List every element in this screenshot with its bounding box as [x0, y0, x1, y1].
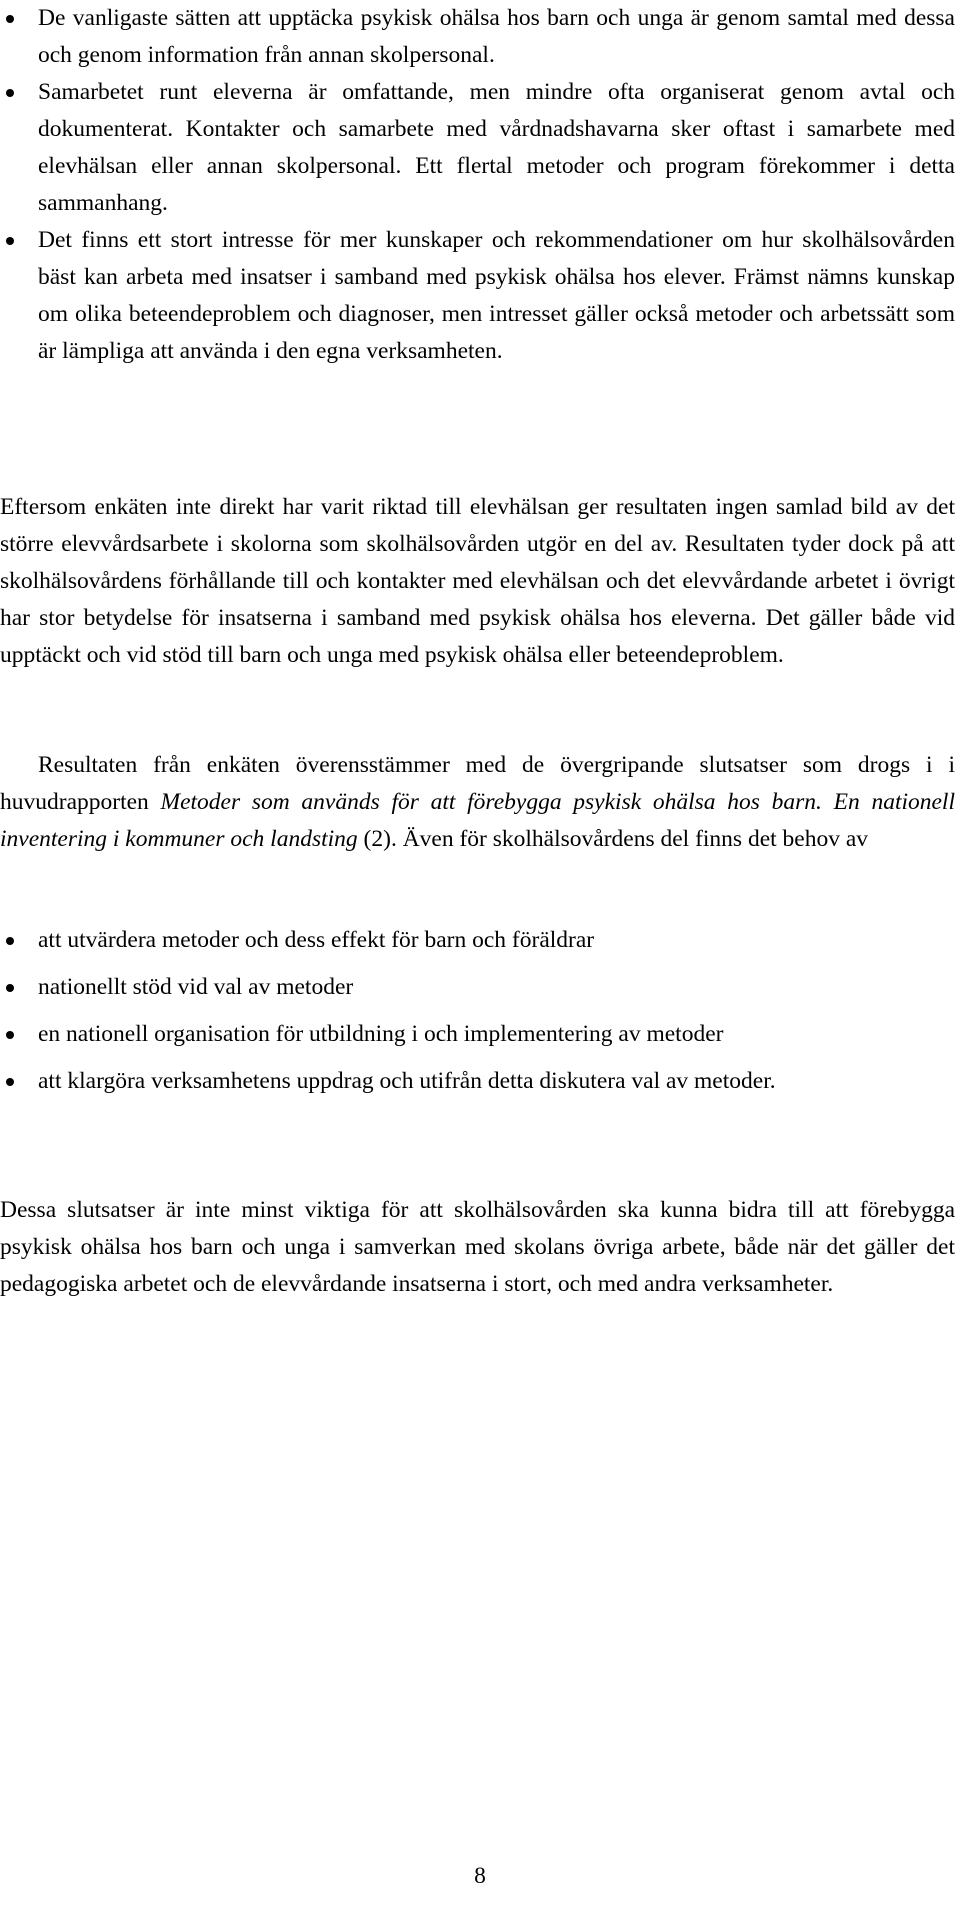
needs-bullet-list — [0, 922, 955, 1100]
bullet-item — [0, 1016, 955, 1053]
bullet-item — [0, 922, 955, 959]
bullet-text: Samarbetet runt eleverna är omfattande, men mindre ofta organiserat genom avtal och dokumenterat. Kontakter och samarbete med vårdnadshavarna sker oftast i samarbete med elevhälsan eller annan skolpersonal. Ett flertal metoder och program förekommer i detta sammanhang. — [38, 79, 955, 216]
body-paragraph — [0, 747, 955, 858]
bullet-icon — [6, 1031, 14, 1039]
paragraph-text: Resultaten från enkäten överensstämmer med de övergripande slutsatser som drogs i i huvudrapporten — [0, 752, 955, 815]
bullet-icon — [6, 15, 14, 23]
body-paragraph: Eftersom enkäten inte direkt har varit riktad till elevhälsan ger resultaten ingen samlad bild av det större elevvårdsarbete i skolorna som skolhälsovården utgör en del av. Resultaten tyder dock på att skolhälsovårdens förhållande till och kontakter med elevhälsan och det elevvårdande arbetet i övrigt har stor betydelse för insatserna i samband med psykisk ohälsa hos eleverna. Det gäller både vid upptäckt och vid stöd till barn och unga med psykisk ohälsa eller beteendeproblem. — [0, 494, 955, 668]
bullet-item — [0, 1063, 955, 1100]
bullet-text: nationellt stöd vid val av metoder — [38, 974, 354, 1000]
bullet-item — [0, 969, 955, 1006]
page-number: 8 — [474, 1863, 486, 1889]
paragraph-text: (2). Även för skolhälsovårdens del finns det behov av — [357, 826, 869, 852]
bullet-text: De vanligaste sätten att upptäcka psykisk ohälsa hos barn och unga är genom samtal med dessa och genom information från annan skolpersonal. — [38, 5, 955, 68]
bullet-icon — [6, 89, 14, 97]
bullet-text: Det finns ett stort intresse för mer kunskaper och rekommendationer om hur skolhälsovården bäst kan arbeta med insatser i samband med psykisk ohälsa hos elever. Främst nämns kunskap om olika beteendeproblem och diagnoser, men intresset gäller också metoder och arbetssätt som är lämpliga att använda i den egna verksamheten. — [38, 227, 955, 364]
bullet-icon — [6, 237, 14, 245]
bullet-text: en nationell organisation för utbildning i och implementering av metoder — [38, 1021, 724, 1047]
bullet-text: att utvärdera metoder och dess effekt för barn och föräldrar — [38, 927, 595, 953]
bullet-icon — [6, 1078, 14, 1086]
bullet-item — [0, 74, 955, 222]
bullet-item — [0, 222, 955, 370]
body-paragraph: Dessa slutsatser är inte minst viktiga för att skolhälsovården ska kunna bidra till att förebygga psykisk ohälsa hos barn och unga i samverkan med skolans övriga arbete, både när det gäller det pedagogiska arbetet och de elevvårdande insatserna i stort, och med andra verksamheter. — [0, 1197, 955, 1297]
bullet-icon — [6, 984, 14, 992]
findings-bullet-list — [0, 0, 955, 370]
report-title: Metoder som används för att förebygga psykisk ohälsa hos barn. En nationell inventering i kommuner och landsting — [0, 789, 955, 852]
bullet-text: att klargöra verksamhetens uppdrag och utifrån detta diskutera val av metoder. — [38, 1068, 776, 1094]
bullet-item — [0, 0, 955, 74]
bullet-icon — [6, 937, 14, 945]
